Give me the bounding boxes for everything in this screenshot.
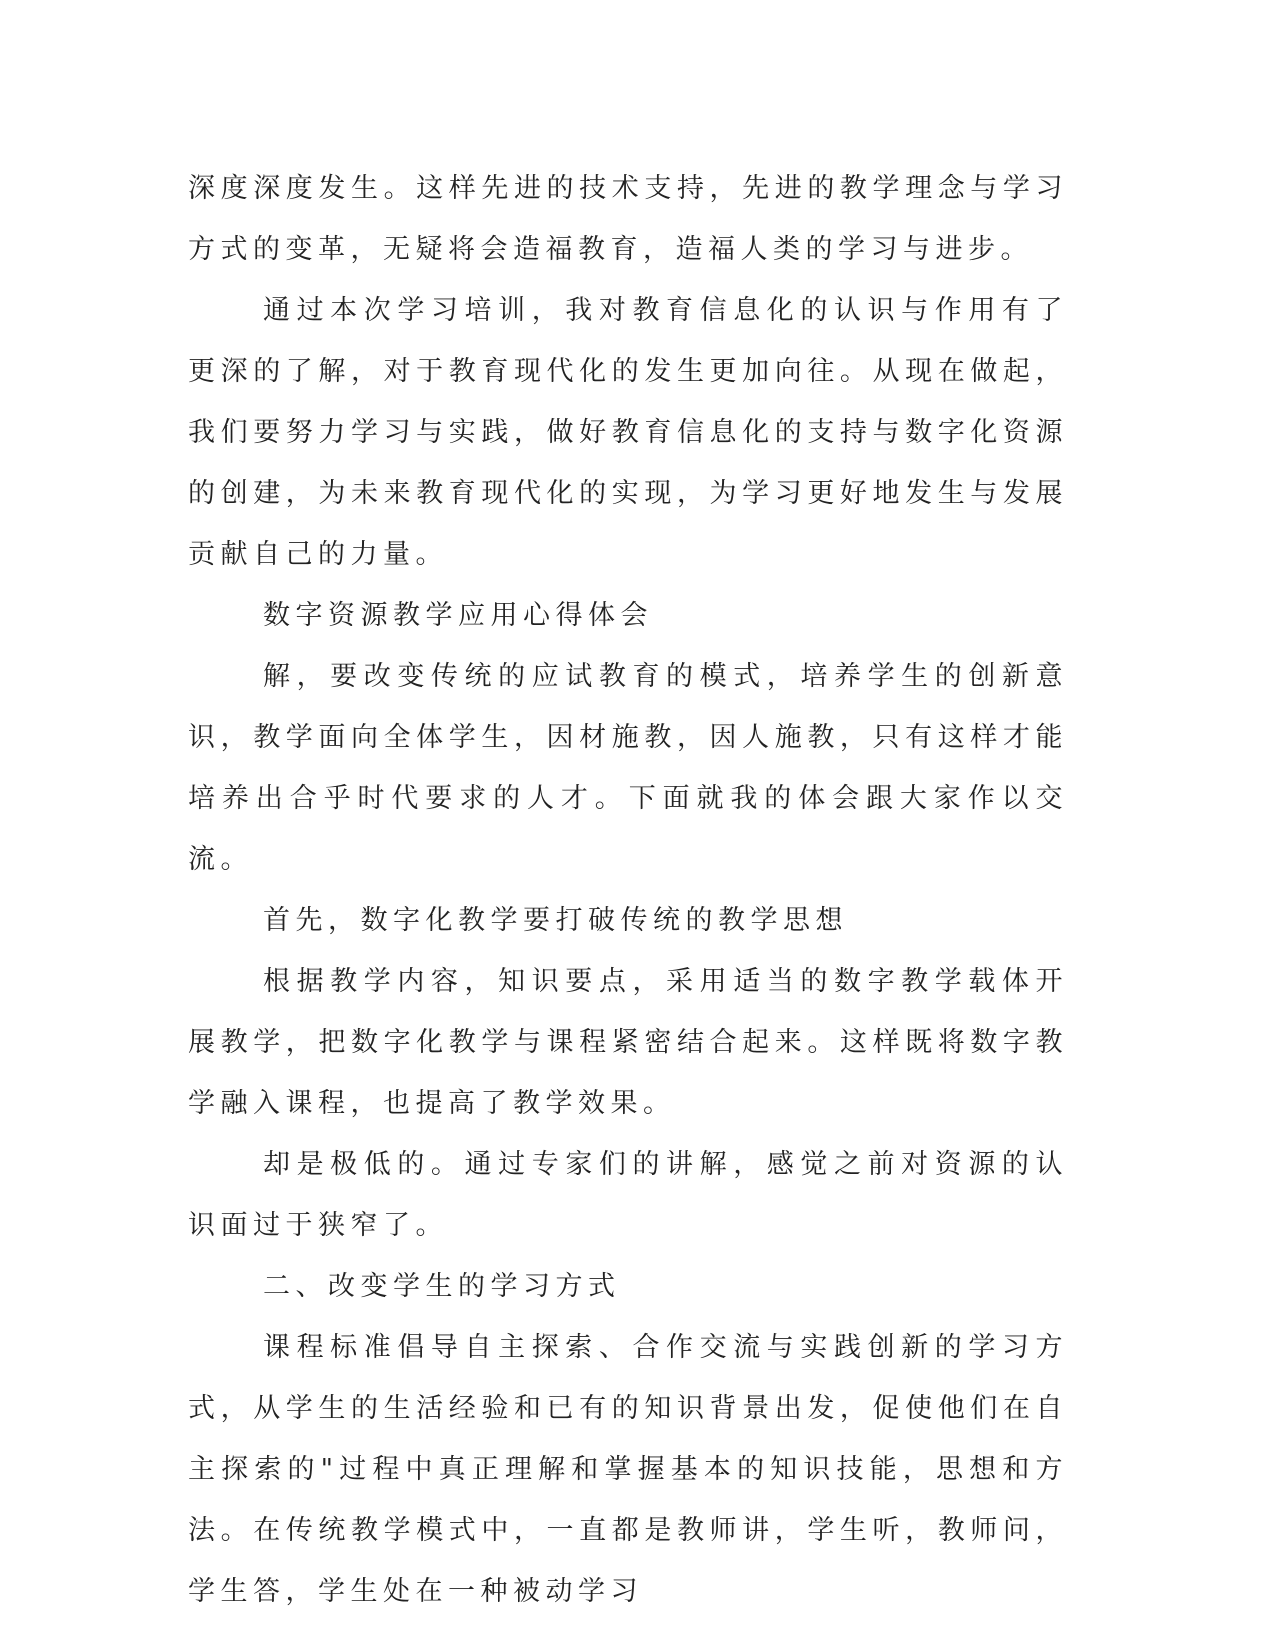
paragraph-4: 根据教学内容，知识要点，采用适当的数字教学载体开展教学，把数字化教学与课程紧密结合起来。这样既将数字教学融入课程，也提高了教学效果。 [188,966,1068,1119]
paragraph-2: 通过本次学习培训，我对教育信息化的认识与作用有了更深的了解，对于教育现代化的发生更加向往。从现在做起，我们要努力学习与实践，做好教育信息化的支持与数字化资源的创建，为未来教育现代化的实现，为学习更好地发生与发展贡献自己的力量。 [188,295,1068,570]
paragraph-1: 深度深度发生。这样先进的技术支持，先进的教学理念与学习方式的变革，无疑将会造福教育，造福人类的学习与进步。 [188,173,1068,265]
paragraph-3: 解，要改变传统的应试教育的模式，培养学生的创新意识，教学面向全体学生，因材施教，因人施教，只有这样才能培养出合乎时代要求的人才。下面就我的体会跟大家作以交流。 [188,661,1068,875]
paragraph-5: 却是极低的。通过专家们的讲解，感觉之前对资源的认识面过于狭窄了。 [188,1149,1068,1241]
section-heading-first-point: 首先，数字化教学要打破传统的教学思想 [263,905,848,936]
document-body [188,158,1068,1622]
section-heading-second-point: 二、改变学生的学习方式 [263,1271,621,1302]
section-heading-digital-resources: 数字资源教学应用心得体会 [263,600,653,631]
paragraph-6: 课程标准倡导自主探索、合作交流与实践创新的学习方式，从学生的生活经验和已有的知识背景出发，促使他们在自主探索的"过程中真正理解和掌握基本的知识技能，思想和方法。在传统教学模式中，一直都是教师讲，学生听，教师问，学生答，学生处在一种被动学习 [188,1332,1068,1607]
